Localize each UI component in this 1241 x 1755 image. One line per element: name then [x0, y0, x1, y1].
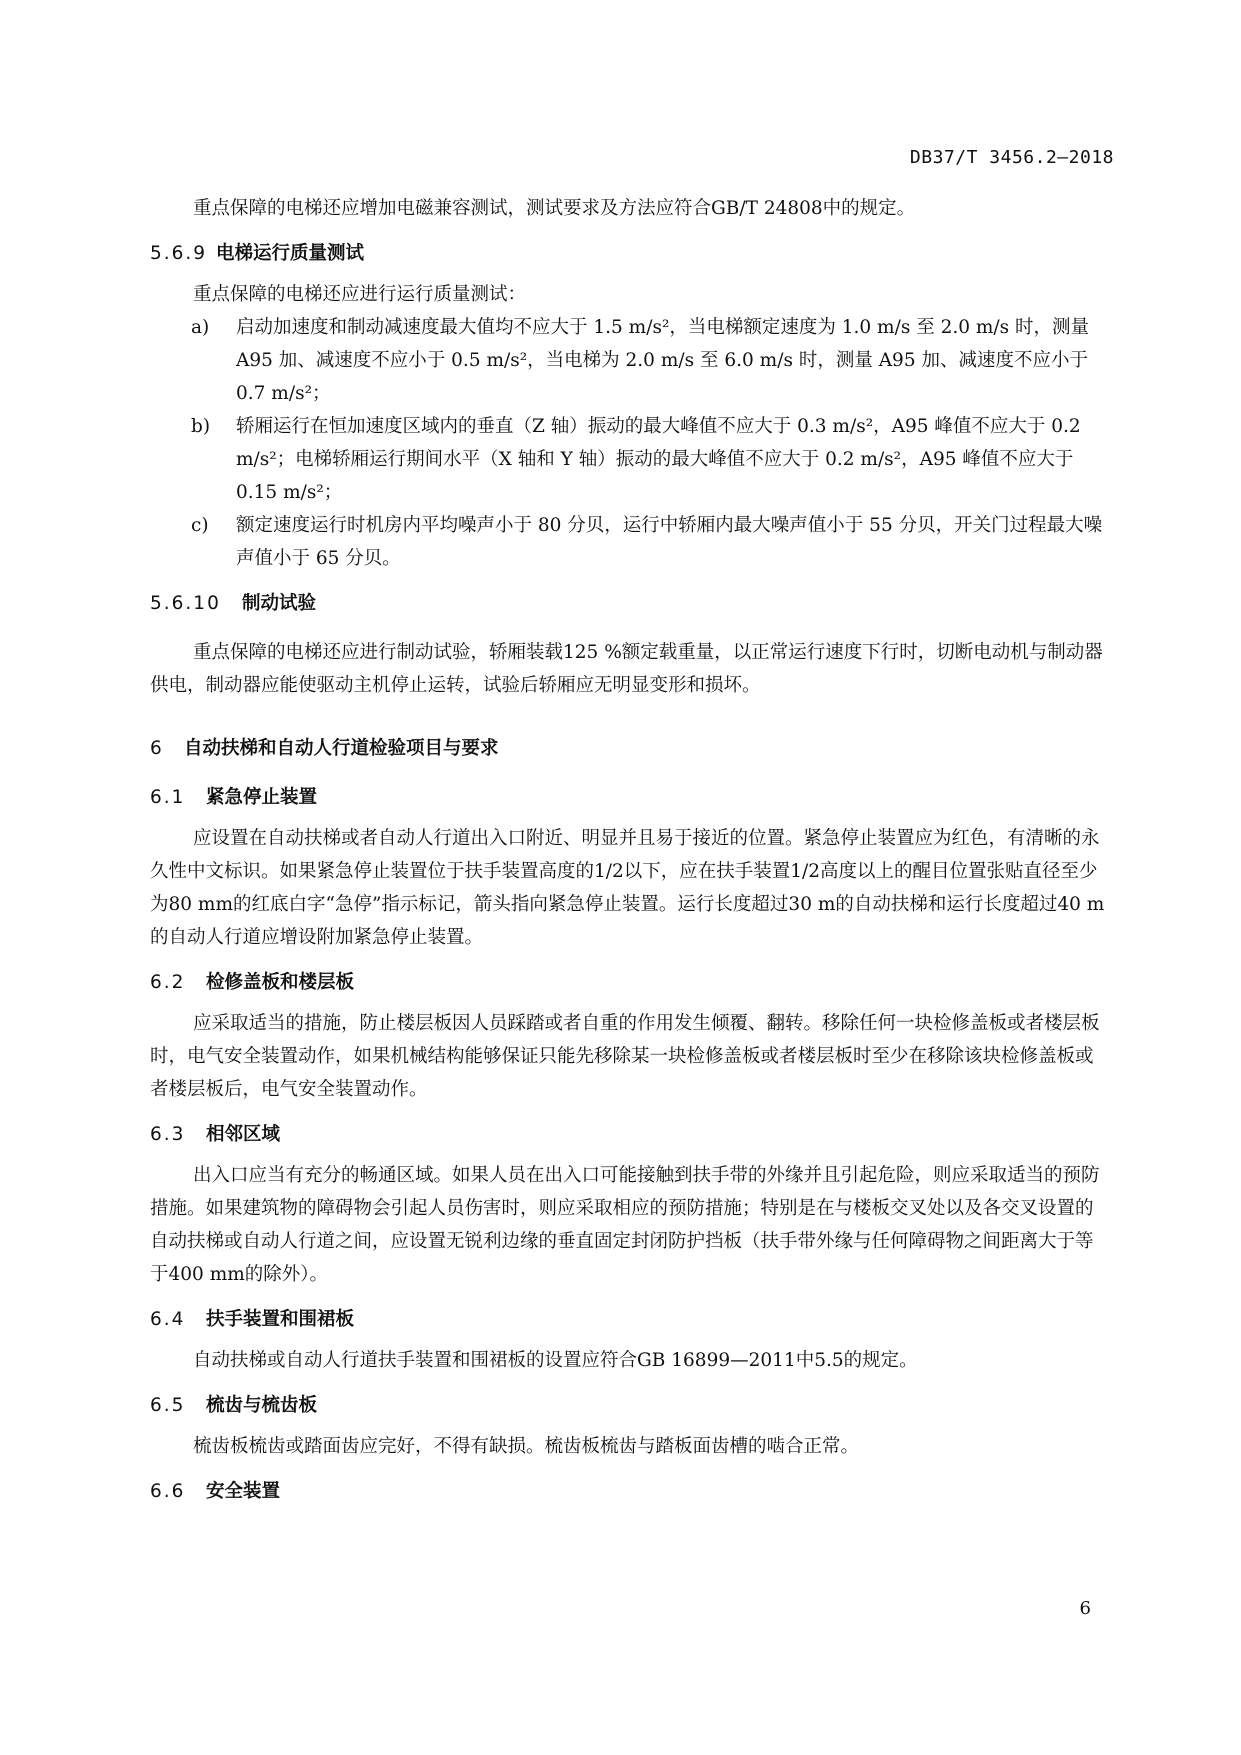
heading-number: 6.6: [150, 1481, 186, 1502]
document-header-id: DB37/T 3456.2—2018: [909, 147, 1114, 168]
heading-6-2: [150, 966, 1110, 999]
heading-number: 5.6.9: [150, 243, 208, 264]
list-item-b: [150, 410, 1110, 509]
paragraph-6-3: 出入口应当有充分的畅通区域。如果人员在出入口可能接触到扶手带的外缘并且引起危险，则应采取适当的预防措施。如果建筑物的障碍物会引起人员伤害时，则应采取相应的预防措施；特别是在与楼板交叉处以及各交叉设置的自动扶梯或自动人行道之间，应设置无锐利边缘的垂直固定封闭防护挡板（扶手带外缘与任何障碍物之间距离大于等于400 mm的除外）。: [150, 1165, 1100, 1285]
heading-number: 6.5: [150, 1395, 186, 1416]
list-item-label: a): [191, 317, 210, 338]
paragraph-6-5: 梳齿板梳齿或踏面齿应完好，不得有缺损。梳齿板梳齿与踏板面齿槽的啮合正常。: [193, 1436, 860, 1457]
heading-6-4: [150, 1303, 1110, 1336]
paragraph-6-1: 应设置在自动扶梯或者自动人行道出入口附近、明显并且易于接近的位置。紧急停止装置应为红色，有清晰的永久性中文标识。如果紧急停止装置位于扶手装置高度的1/2以下，应在扶手装置1/2高度以上的醒目位置张贴直径至少为80 mm的红底白字“急停”指示标记，箭头指向紧急停止装置。运行长度超过30 m的自动扶梯和运行长度超过40 m的自动人行道应增设附加紧急停止装置。: [150, 828, 1105, 948]
heading-5-6-9: [150, 237, 1110, 270]
heading-title: 制动试验: [242, 593, 317, 614]
list-item-a: [150, 311, 1110, 410]
heading-number: 6.4: [150, 1309, 186, 1330]
heading-title: 梳齿与梳齿板: [206, 1395, 318, 1416]
heading-5-6-10: [150, 587, 1110, 620]
heading-title: 安全装置: [206, 1481, 281, 1502]
heading-number: 6.1: [150, 787, 186, 808]
heading-number: 5.6.10: [150, 593, 221, 614]
page-content: [150, 192, 1110, 1508]
list-item-c: [150, 509, 1110, 575]
list-item-text: 轿厢运行在恒加速度区域内的垂直（Z 轴）振动的最大峰值不应大于 0.3 m/s²，A95 峰值不应大于 0.2 m/s²；电梯轿厢运行期间水平（X 轴和 Y 轴）振动的最大峰值不应大于 0.2 m/s²，A95 峰值不应大于 0.15 m/s²；: [236, 416, 1081, 503]
list-item-label: b): [191, 416, 211, 437]
heading-number: 6: [150, 738, 164, 759]
heading-title: 检修盖板和楼层板: [206, 972, 355, 993]
heading-6-3: [150, 1118, 1110, 1151]
heading-title: 紧急停止装置: [206, 787, 318, 808]
heading-number: 6.3: [150, 1124, 186, 1145]
list-item-label: c): [191, 515, 209, 536]
heading-number: 6.2: [150, 972, 186, 993]
heading-title: 电梯运行质量测试: [216, 243, 365, 264]
page-number: 6: [1079, 1598, 1091, 1619]
paragraph-6-2: 应采取适当的措施，防止楼层板因人员踩踏或者自重的作用发生倾覆、翻转。移除任何一块检修盖板或者楼层板时，电气安全装置动作，如果机械结构能够保证只能先移除某一块检修盖板或者楼层板时至少在移除该块检修盖板或者楼层板后，电气安全装置动作。: [150, 1013, 1100, 1100]
heading-6-1: [150, 781, 1110, 814]
paragraph-5-6-10: 重点保障的电梯还应进行制动试验，轿厢装载125 %额定载重量，以正常运行速度下行时，切断电动机与制动器供电，制动器应能使驱动主机停止运转，试验后轿厢应无明显变形和损坏。: [150, 642, 1103, 696]
paragraph-5-6-9-intro: 重点保障的电梯还应进行运行质量测试：: [193, 284, 527, 305]
heading-6-5: [150, 1389, 1110, 1422]
heading-6: [150, 732, 1110, 765]
paragraph-emc: 重点保障的电梯还应增加电磁兼容测试，测试要求及方法应符合GB/T 24808中的规定。: [193, 198, 916, 219]
heading-title: 相邻区域: [206, 1124, 281, 1145]
list-item-text: 启动加速度和制动减速度最大值均不应大于 1.5 m/s²，当电梯额定速度为 1.0 m/s 至 2.0 m/s 时，测量 A95 加、减速度不应小于 0.5 m/s²，当电梯为 2.0 m/s 至 6.0 m/s 时，测量 A95 加、减速度不应小于 0.7 m/s²；: [236, 317, 1090, 404]
heading-6-6: [150, 1475, 1110, 1508]
list-item-text: 额定速度运行时机房内平均噪声小于 80 分贝，运行中轿厢内最大噪声值小于 55 分贝，开关门过程最大噪声值小于 65 分贝。: [236, 515, 1103, 569]
heading-title: 自动扶梯和自动人行道检验项目与要求: [184, 738, 499, 759]
paragraph-6-4: 自动扶梯或自动人行道扶手装置和围裙板的设置应符合GB 16899—2011中5.5的规定。: [193, 1350, 918, 1371]
heading-title: 扶手装置和围裙板: [206, 1309, 355, 1330]
